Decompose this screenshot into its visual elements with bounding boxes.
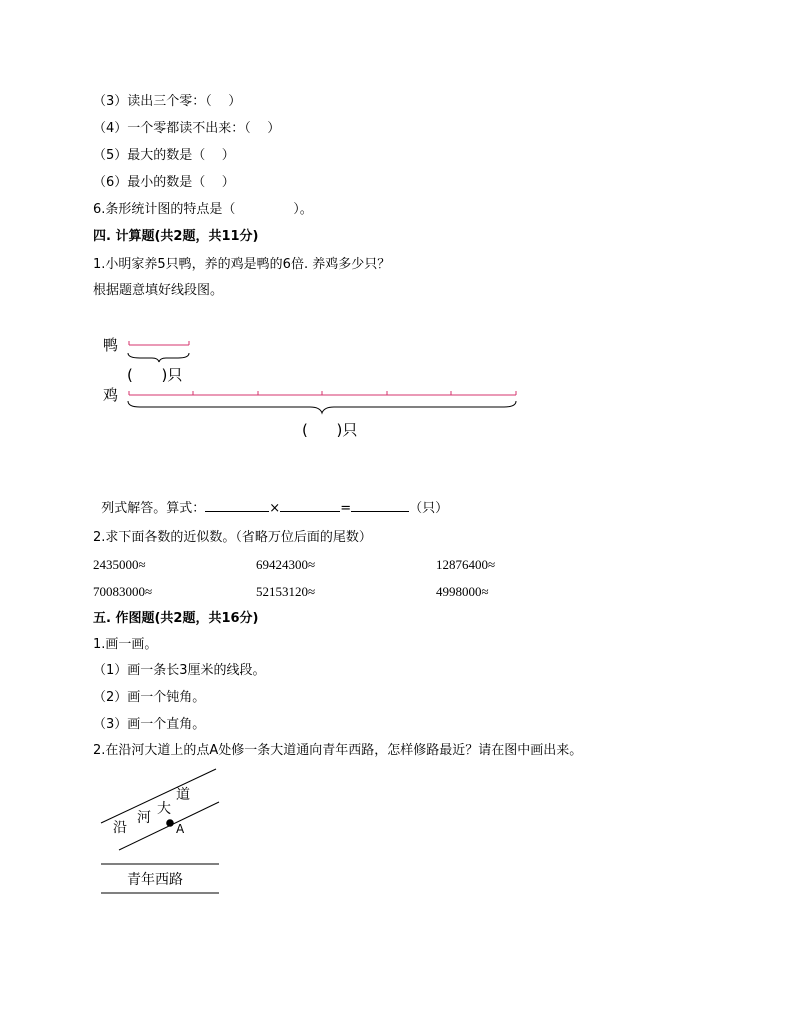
chicken-label: 鸡	[103, 386, 119, 404]
duck-brace	[128, 353, 189, 362]
street-label: 青年西路	[127, 872, 183, 888]
road-char: 河	[137, 810, 151, 826]
approx-item: 70083000≈	[93, 584, 153, 599]
chicken-brace-label: ( )只	[302, 421, 358, 439]
road-char: 道	[176, 787, 190, 803]
answer-blank-3[interactable]	[351, 499, 409, 512]
answer-blank-1[interactable]	[205, 499, 269, 512]
draw-question-1a: （1）画一条长3厘米的线段。	[93, 663, 266, 678]
point-a-label: A	[176, 822, 185, 836]
calc-question-1-instruction: 根据题意填好线段图。	[93, 283, 224, 298]
duck-label: 鸭	[103, 336, 119, 354]
approx-item: 4998000≈	[436, 584, 489, 599]
approx-item: 69424300≈	[256, 557, 316, 572]
draw-question-2: 2.在沿河大道上的点A处修一条大道通向青年西路，怎样修路最近？请在图中画出来。	[93, 743, 583, 758]
equals-sign: =	[340, 501, 352, 516]
question-6: （6）最小的数是（ ）	[93, 175, 235, 190]
calc-question-2: 2.求下面各数的近似数。（省略万位后面的尾数）	[93, 530, 372, 545]
unit-label: （只）	[409, 501, 449, 516]
chicken-segment	[129, 391, 516, 395]
answer-blank-2[interactable]	[280, 499, 340, 512]
approx-item: 2435000≈	[93, 557, 146, 572]
road-char: 沿	[113, 820, 127, 836]
draw-question-1c: （3）画一个直角。	[93, 717, 206, 732]
question-5: （5）最大的数是（ ）	[93, 148, 235, 163]
segment-diagram	[0, 330, 794, 450]
question-6-main: 6.条形统计图的特点是（ ）。	[93, 202, 313, 217]
duck-brace-label: ( )只	[127, 366, 183, 384]
draw-question-1b: （2）画一个钝角。	[93, 690, 206, 705]
approx-item: 52153120≈	[256, 584, 316, 599]
approx-item: 12876400≈	[436, 557, 496, 572]
question-4: （4）一个零都读不出来：（ ）	[93, 121, 281, 136]
times-sign: ×	[269, 501, 281, 516]
calc-question-1: 1.小明家养5只鸭，养的鸡是鸭的6倍. 养鸡多少只？	[93, 257, 391, 272]
answer-line	[93, 483, 448, 517]
question-3: （3）读出三个零：（ ）	[93, 94, 242, 109]
section-4-heading: 四. 计算题(共2题，共11分)	[93, 229, 259, 244]
answer-prefix: 列式解答。算式：	[101, 501, 206, 516]
point-a	[166, 819, 174, 827]
section-5-heading: 五. 作图题(共2题，共16分)	[93, 611, 259, 626]
road-char: 大	[157, 801, 171, 817]
duck-segment	[129, 341, 189, 345]
road-diagram	[0, 765, 794, 905]
chicken-brace	[128, 401, 516, 413]
draw-question-1: 1.画一画。	[93, 637, 158, 652]
